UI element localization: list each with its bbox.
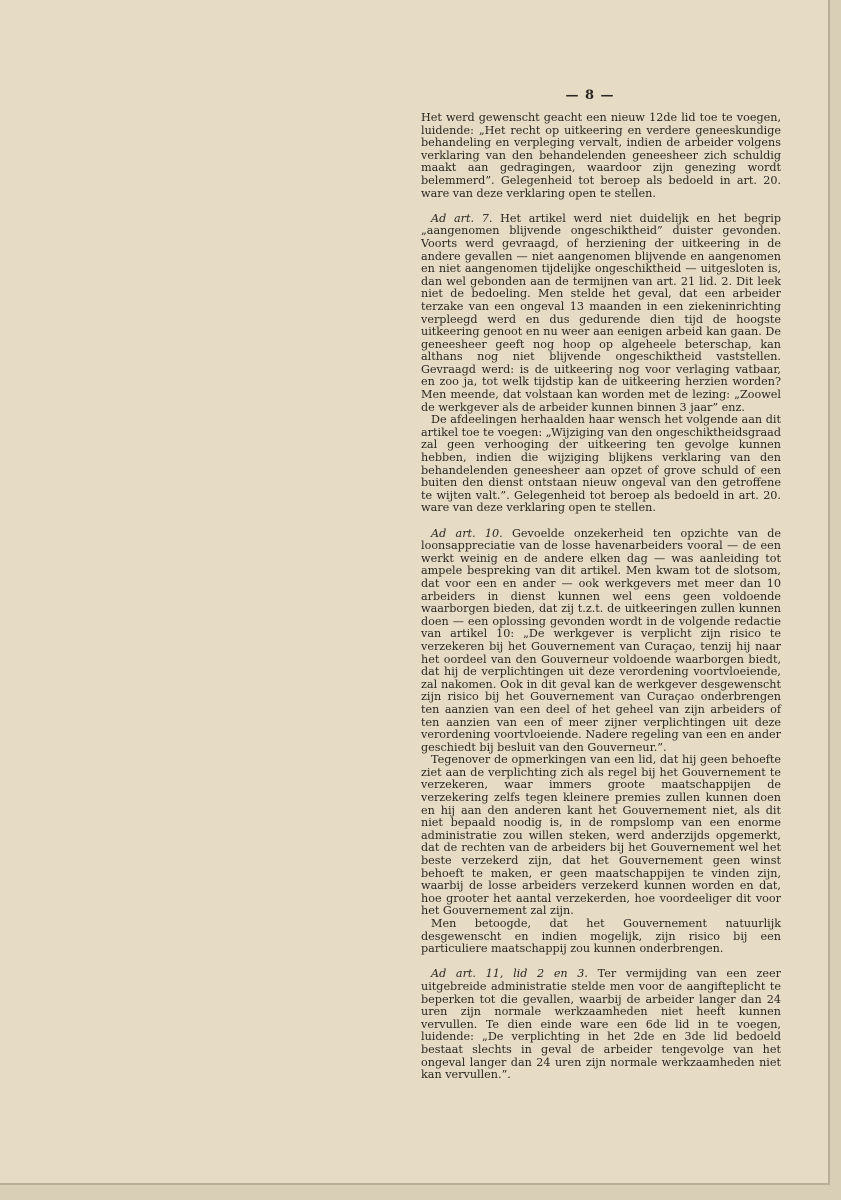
- article-heading: Ad art. 11, lid 2 en 3.: [431, 967, 588, 981]
- paragraph-tegenover: [421, 754, 781, 918]
- text-column: [421, 112, 781, 1082]
- page-number: — 8 —: [565, 88, 615, 103]
- paragraph-text: Het artikel werd niet duidelijk en het begrip „aangenomen blijvende ongeschiktheid” duister gevonden. Voorts werd gevraagd, of herziening der uitkeering in de andere gevallen — niet aangenomen blijvende en aangenomen en niet aangenomen tijdelijke ongeschiktheid — uitgesloten is, dan wel gebonden aan de termijnen van art. 21 lid. 2. Dit leek niet de bedoeling. Men stelde het geval, dat een arbeider terzake van een ongeval 13 maanden in een ziekeninrichting verpleegd werd en dus gedurende dien tijd de hoogste uitkeering genoot en nu weer aan eenigen arbeid kan gaan. De geneesheer geeft nog hoop op algeheele beterschap, kan althans nog niet blijvende ongeschiktheid vaststellen. Gevraagd werd: is de uitkeering nog voor verlaging vatbaar, en zoo ja, tot welk tijdstip kan de uitkeering herzien worden? Men meende, dat volstaan kan worden met de lezing: „Zoowel de werkgever als de arbeider kunnen binnen 3 jaar” enz.: [421, 211, 781, 414]
- paragraph-text: Ter vermijding van een zeer uitgebreide administratie stelde men voor de aangifteplicht te beperken tot die gevallen, waarbij de arbeider langer dan 24 uren zijn normale werkzaamheden niet heeft kunnen vervullen. Te dien einde ware een 6de lid in te voegen, luidende: „De verplichting in het 2de en 3de lid bedoeld bestaat slechts in geval de arbeider tengevolge van het ongeval langer dan 24 uren zijn normale werkzaamheden niet kan vervullen.”.: [421, 967, 781, 1082]
- paragraph-afdeelingen-wish: [421, 414, 781, 515]
- paragraph-text: Men betoogde, dat het Gouvernement natuurlijk desgewenscht en indien mogelijk, zijn risico bij een particuliere maatschappij zou kunnen onderbrengen.: [421, 917, 781, 956]
- paragraph-text: Tegenover de opmerkingen van een lid, dat hij geen behoefte ziet aan de verplichting zich als regel bij het Gouvernement te verzekeren, waar immers groote maatschappijen de verzekering zelfs tegen kleinere premies zullen kunnen doen en hij aan den anderen kant het Gouvernement niet, als dit niet bepaald noodig is, in de rompslomp van een enorme administratie zou willen steken, werd anderzijds opgemerkt, dat de rechten van de arbeiders bij het Gouvernement wel het beste verzekerd zijn, dat het Gouvernement geen winst behoeft te maken, er geen maatschappijen te vinden zijn, waarbij de losse arbeiders verzekerd kunnen worden en dat, hoe grooter het aantal verzekerden, hoe voordeeliger dit voor het Gouvernement zal zijn.: [421, 753, 781, 918]
- paragraph-men-betoogde: [421, 918, 781, 956]
- paragraph-ad-art-7: [421, 213, 781, 415]
- page-edge-bottom: [0, 1185, 841, 1200]
- paragraph-ad-art-10: [421, 528, 781, 755]
- article-heading: Ad art. 10.: [431, 526, 503, 540]
- paragraph-text: Het werd gewenscht geacht een nieuw 12de lid toe te voegen, luidende: „Het recht op uitkeering en verdere geneeskundige behandeling en verpleging vervalt, indien de arbeider volgens verklaring van den behandelenden geneesheer zich schuldig maakt aan gedragingen, waardoor zijn genezing wordt belemmerd”. Gelegenheid tot beroep als bedoeld in art. 20. ware van deze verklaring open te stellen.: [421, 111, 781, 200]
- paragraph-text: De afdeelingen herhaalden haar wensch het volgende aan dit artikel toe te voegen: „Wijziging van den ongeschiktheidsgraad zal geen verhooging der uitkeering ten gevolge kunnen hebben, indien die wijziging blijkens verklaring van den behandelenden geneesheer aan opzet of grove schuld of een buiten den dienst ontstaan nieuw ongeval van den getroffene te wijten valt.”. Gelegenheid tot beroep als bedoeld in art. 20. ware van deze verklaring open te stellen.: [421, 413, 781, 515]
- article-heading: Ad art. 7.: [431, 211, 493, 225]
- paragraph-text: Gevoelde onzekerheid ten opzichte van de loonsappreciatie van de losse havenarbeiders vooral — de een werkt weinig en de andere elken dag — was aanleiding tot ampele bespreking van dit artikel. Men kwam tot de slotsom, dat voor een en ander — ook werkgevers met meer dan 10 arbeiders in dienst kunnen wel eens geen voldoende waarborgen bieden, dat zij t.z.t. de uitkeeringen zullen kunnen doen — een oplossing gevonden wordt in de volgende redactie van artikel 10: „De werkgever is verplicht zijn risico te verzekeren bij het Gouvernement van Curaçao, tenzij hij naar het oordeel van den Gouverneur voldoende waarborgen biedt, dat hij de verplichtingen uit deze verordening voortvloeiende, zal nakomen. Ook in dit geval kan de werkgever desgewenscht zijn risico bij het Gouvernement van Curaçao onderbrengen ten aanzien van een deel of het geheel van zijn arbeiders of ten aanzien van een of meer zijner verplichtingen uit deze verordening voortvloeiende. Nadere regeling van een en ander geschiedt bij besluit van den Gouverneur.”.: [421, 526, 781, 754]
- page-edge-right: [830, 0, 841, 1200]
- paragraph-new-12th-member: [421, 112, 781, 200]
- paragraph-ad-art-11: [421, 968, 781, 1081]
